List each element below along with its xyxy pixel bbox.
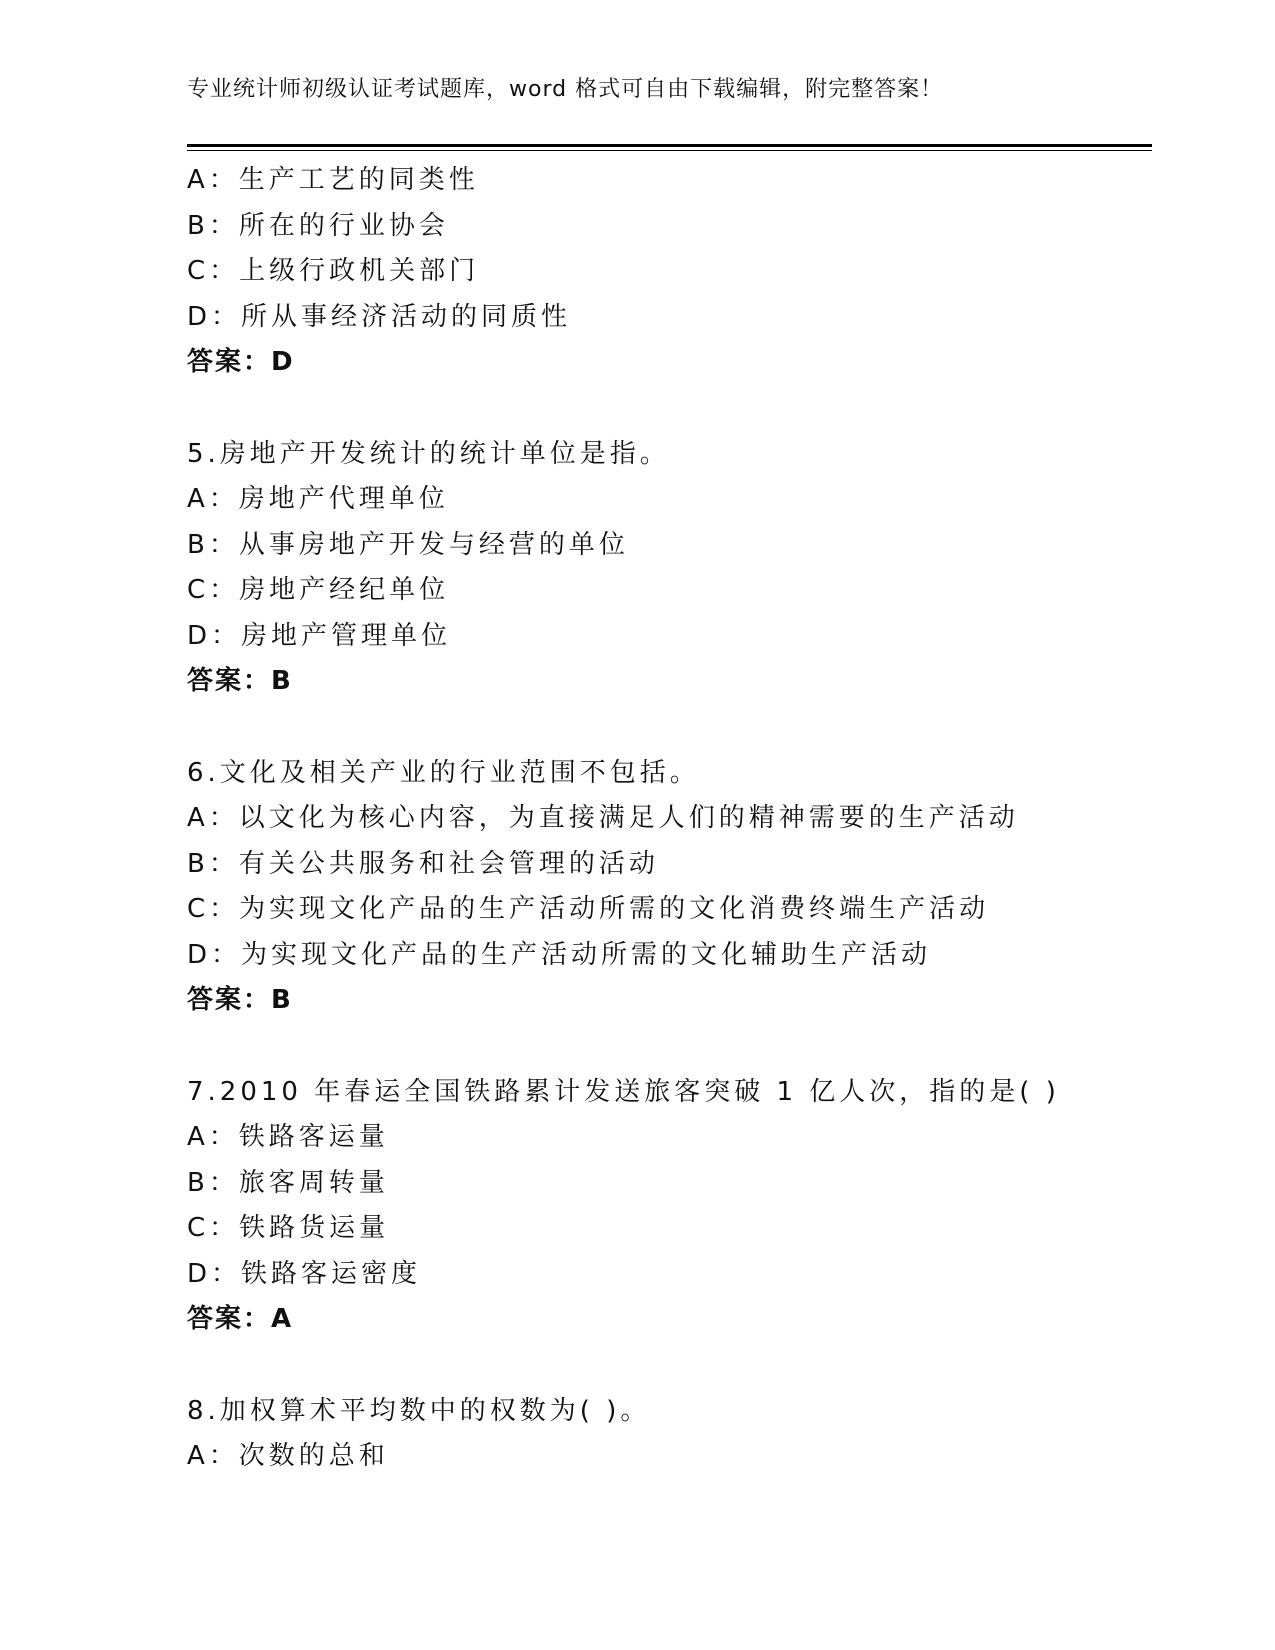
question-block [187,158,1147,386]
header-rule-thin [187,150,1152,151]
question-text: 8.加权算术平均数中的权数为( )。 [187,1395,651,1426]
question-block [187,1389,1147,1480]
question-block [187,1070,1147,1343]
option-a: A：以文化为核心内容，为直接满足人们的精神需要的生产活动 [187,803,1019,833]
option-b: B：有关公共服务和社会管理的活动 [187,848,659,879]
question-text: 6.文化及相关产业的行业范围不包括。 [187,757,700,788]
option-d: D：房地产管理单位 [187,620,452,651]
option-b: B：从事房地产开发与经营的单位 [187,529,629,560]
question-text: 7.2010 年春运全国铁路累计发送旅客突破 1 亿人次，指的是( ) [187,1076,1060,1107]
option-b: B：旅客周转量 [187,1167,389,1198]
question-list [187,158,1147,1480]
spacer [187,1343,1147,1389]
question-text: 5.房地产开发统计的统计单位是指。 [187,438,670,469]
option-c: C：房地产经纪单位 [187,575,450,605]
option-d: D：为实现文化产品的生产活动所需的文化辅助生产活动 [187,939,932,970]
option-a: A：次数的总和 [187,1441,389,1471]
answer: 答案：A [187,1304,294,1334]
option-a: A：铁路客运量 [187,1122,389,1152]
option-c: C：铁路货运量 [187,1213,390,1243]
option-a: A：生产工艺的同类性 [187,165,479,195]
option-c: C：为实现文化产品的生产活动所需的文化消费终端生产活动 [187,894,990,924]
question-block [187,432,1147,705]
page-header: 专业统计师初级认证考试题库，word 格式可自由下载编辑，附完整答案！ [187,77,944,102]
answer: 答案：B [187,985,293,1015]
spacer [187,1024,1147,1070]
option-a: A：房地产代理单位 [187,484,449,514]
option-c: C：上级行政机关部门 [187,256,480,286]
option-b: B：所在的行业协会 [187,210,449,241]
question-block [187,751,1147,1024]
answer: 答案：D [187,347,295,377]
option-d: D：所从事经济活动的同质性 [187,301,572,332]
spacer [187,386,1147,432]
answer: 答案：B [187,666,293,696]
spacer [187,705,1147,751]
header-rule-thick [187,144,1152,147]
option-d: D：铁路客运密度 [187,1258,422,1289]
